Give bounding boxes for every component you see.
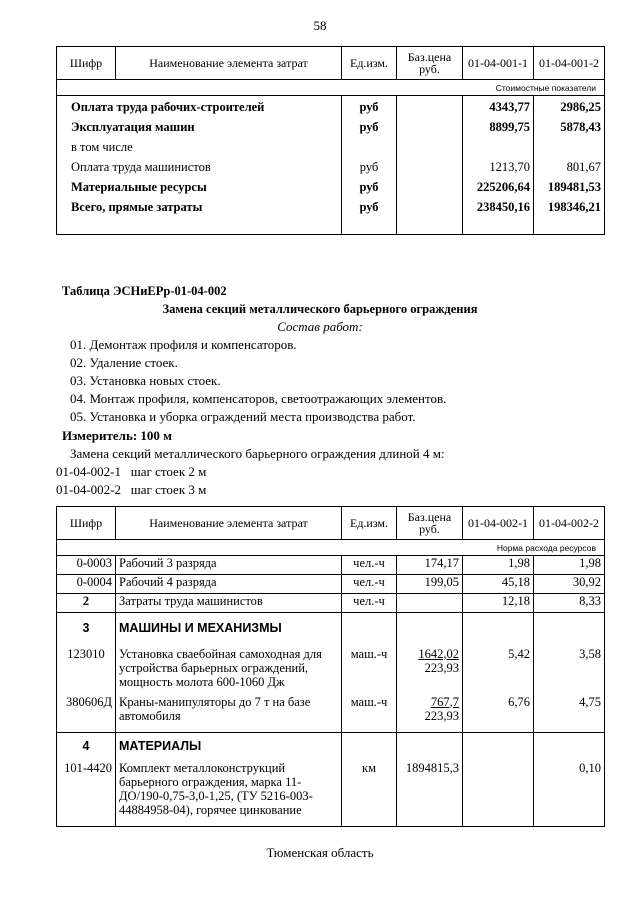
table-row: Всего, прямые затраты руб 238450,16 198346,21: [57, 200, 605, 220]
work-item: 03. Установка новых стоек.: [70, 373, 221, 388]
work-item: 01. Демонтаж профиля и компенсаторов.: [70, 337, 297, 352]
table-row: 101-4420 Комплект металлоконструкций барьерного ограждения, марка 11-ДО/190-0,75-3,0-1,25, (ТУ 5216-003-44884958-04), горячее цинкование км 1894815,3 0,10: [57, 759, 605, 827]
section-materials: 4 МАТЕРИАЛЫ: [57, 733, 605, 759]
section-label-row: [57, 80, 605, 96]
table-title: Таблица ЭСНиЕРр-01-04-002: [62, 284, 227, 298]
measure: Измеритель: 100 м: [62, 428, 173, 443]
header-name: Наименование элемента затрат: [116, 47, 342, 80]
variant-2: 01-04-002-2 шаг стоек 3 м: [56, 482, 207, 497]
table-row: Оплата труда рабочих-строителей руб 4343,77 2986,25: [57, 100, 605, 120]
section-label: Стоимостные показатели: [57, 80, 605, 96]
header-col2: 01-04-001-2: [534, 47, 605, 80]
header-unit: Ед.изм.: [342, 47, 397, 80]
header-base-price: Баз.цена руб.: [397, 507, 463, 540]
section-machines: 3 МАШИНЫ И МЕХАНИЗМЫ: [57, 613, 605, 643]
cost-table: [56, 46, 605, 235]
section-label: Норма расхода ресурсов: [57, 540, 605, 556]
resource-table-header: [57, 507, 605, 540]
header-col1: 01-04-002-1: [463, 507, 534, 540]
work-item: 04. Монтаж профиля, компенсаторов, светоотражающих элементов.: [70, 391, 447, 406]
section-label-row: [57, 540, 605, 556]
table-row: Эксплуатация машин руб 8899,75 5878,43: [57, 120, 605, 140]
resource-table: [56, 506, 605, 827]
work-heading: Состав работ:: [277, 319, 363, 334]
header-code: Шифр: [57, 47, 116, 80]
table-row: Материальные ресурсы руб 225206,64 189481,53: [57, 180, 605, 200]
header-col2: 01-04-002-2: [534, 507, 605, 540]
table-row: Оплата труда машинистов руб 1213,70 801,67: [57, 160, 605, 180]
table-row: 0-0003 Рабочий 3 разряда чел.-ч 174,17 1,98 1,98: [57, 556, 605, 575]
table-row: 0-0004 Рабочий 4 разряда чел.-ч 199,05 45,18 30,92: [57, 575, 605, 594]
work-item: 02. Удаление стоек.: [70, 355, 178, 370]
work-item: 05. Установка и уборка ограждений места производства работ.: [70, 409, 416, 424]
header-base-price: Баз.цена руб.: [397, 47, 463, 80]
footer-region: Тюменская область: [266, 845, 374, 860]
header-col1: 01-04-001-1: [463, 47, 534, 80]
table-row: 2 Затраты труда машинистов чел.-ч 12,18 8,33: [57, 594, 605, 613]
page-number: 58: [313, 18, 327, 33]
table-row: 123010 Установка сваебойная самоходная для устройства барьерных ограждений, мощность молота 600-1060 Дж маш.-ч 1642,02 223,93 5,42 3,58: [57, 643, 605, 695]
table-row: 380606Д Краны-манипуляторы до 7 т на базе автомобиля маш.-ч 767,7 223,93 6,76 4,75: [57, 695, 605, 733]
header-unit: Ед.изм.: [342, 507, 397, 540]
variant-1: 01-04-002-1 шаг стоек 2 м: [56, 464, 207, 479]
header-code: Шифр: [57, 507, 116, 540]
table-row: в том числе: [57, 140, 605, 160]
description: Замена секций металлического барьерного ограждения длиной 4 м:: [70, 446, 445, 461]
table-subtitle: Замена секций металлического барьерного ограждения: [162, 302, 478, 316]
cost-table-header: [57, 47, 605, 80]
header-name: Наименование элемента затрат: [116, 507, 342, 540]
